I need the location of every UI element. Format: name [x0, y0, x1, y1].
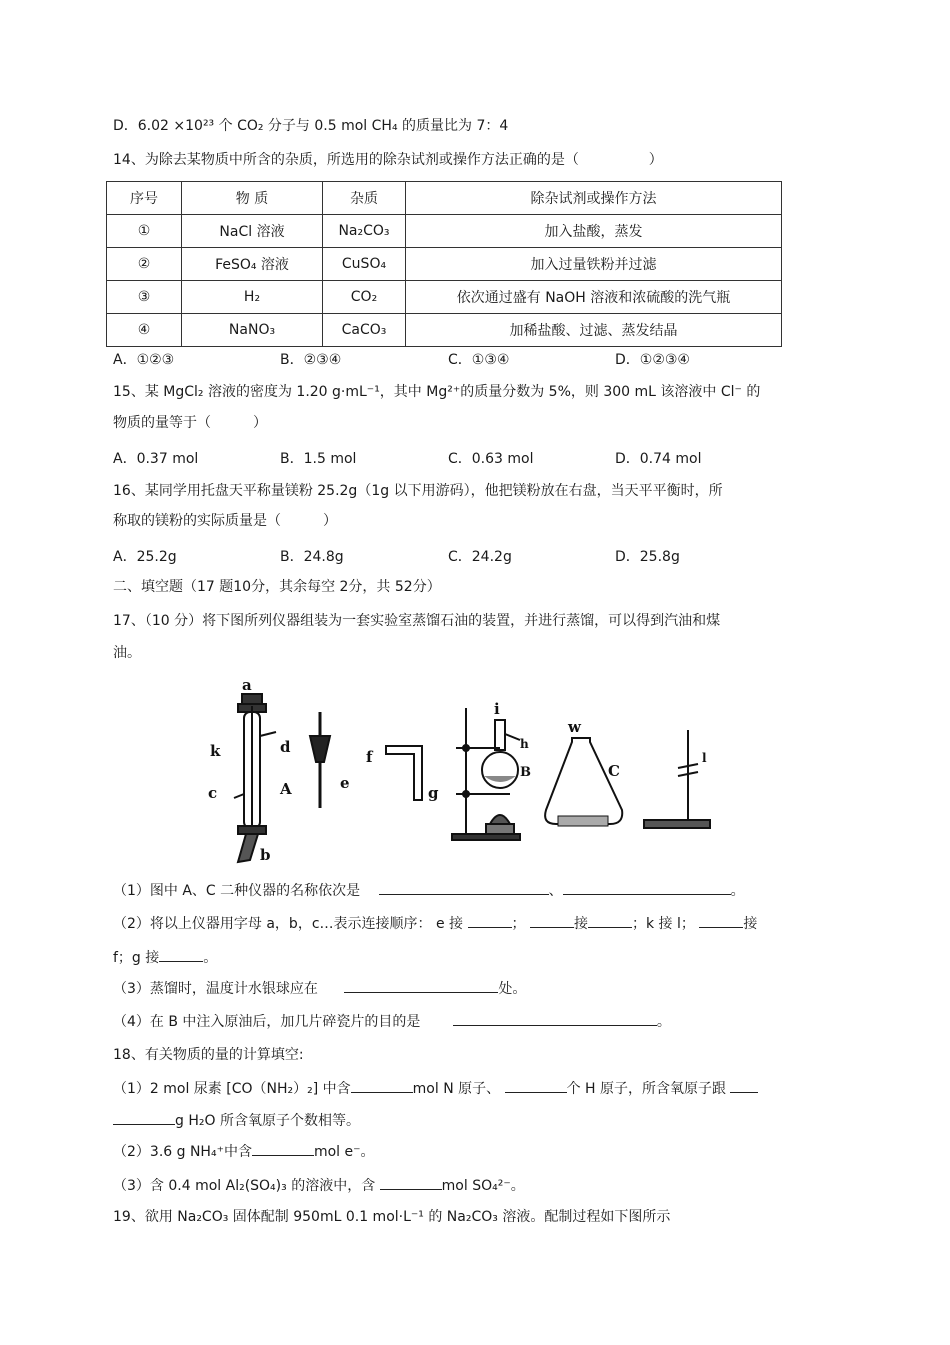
q14-option-d: D．①②③④ [615, 352, 690, 368]
table-header: 除杂试剂或操作方法 [406, 182, 782, 215]
answer-blank[interactable] [563, 880, 731, 895]
table-cell: CaCO₃ [323, 314, 406, 347]
q17-p2-k: ；k 接 l； [631, 916, 695, 932]
q19-stem: 19、欲用 Na₂CO₃ 固体配制 950mL 0.1 mol·L⁻¹ 的 Na₂CO₃ 溶液。配制过程如下图所示 [113, 1209, 671, 1225]
answer-blank[interactable] [344, 978, 498, 993]
table-cell: FeSO₄ 溶液 [182, 248, 323, 281]
q18-p1c: 个 H 原子，所含氧原子跟 [566, 1081, 727, 1097]
table-cell: ③ [107, 281, 182, 314]
q17-p2-jie: 接 [573, 916, 588, 932]
q18-p2a: （2）3.6 g NH₄⁺中含 [113, 1144, 252, 1160]
q17-p2-f: f；g 接 [113, 950, 160, 966]
answer-blank[interactable] [505, 1078, 567, 1093]
answer-blank[interactable] [699, 913, 743, 928]
q17-part3 [113, 978, 526, 999]
diagram-label: a [242, 676, 252, 694]
diagram-label: i [494, 700, 500, 718]
answer-blank[interactable] [468, 913, 512, 928]
diagram-label: e [340, 774, 350, 792]
conical-flask-drawing [545, 718, 622, 826]
diagram-label: h [520, 737, 529, 751]
diagram-label: k [210, 742, 221, 760]
answer-blank[interactable] [351, 1078, 413, 1093]
q14-option-c: C．①③④ [448, 352, 510, 368]
q15-line1: 15、某 MgCl₂ 溶液的密度为 1.20 g·mL⁻¹，其中 Mg²⁺的质量分数为 5%，则 300 mL 该溶液中 Cl⁻ 的 [113, 384, 761, 400]
table-cell: ④ [107, 314, 182, 347]
q17-p1-end: 。 [730, 883, 745, 899]
diagram-label: B [520, 765, 531, 780]
q14-option-a: A．①②③ [113, 352, 175, 368]
q16-option-a: A．25.2g [113, 549, 177, 565]
table-cell: NaCl 溶液 [182, 215, 323, 248]
q14-option-b: B．②③④ [280, 352, 342, 368]
table-cell: 加稀盐酸、过滤、蒸发结晶 [406, 314, 782, 347]
table-row [107, 314, 782, 347]
q16-line2: 称取的镁粉的实际质量是（ ） [113, 513, 337, 529]
q18-stem: 18、有关物质的量的计算填空: [113, 1047, 304, 1063]
q17-p1-sep: 、 [548, 883, 563, 899]
answer-blank[interactable] [453, 1011, 657, 1026]
q18-p3a: （3）含 0.4 mol Al₂(SO₄)₃ 的溶液中，含 [113, 1178, 376, 1194]
table-row [107, 281, 782, 314]
table-header-row [107, 182, 782, 215]
q14-stem: 14、为除去某物质中所含的杂质，所选用的除杂试剂或操作方法正确的是（ ） [113, 152, 663, 168]
table-cell: NaNO₃ [182, 314, 323, 347]
section-2-heading: 二、填空题（17 题10分，其余每空 2分，共 52分） [113, 579, 441, 595]
table-cell: H₂ [182, 281, 323, 314]
answer-blank[interactable] [252, 1141, 314, 1156]
answer-blank[interactable] [588, 913, 632, 928]
q15-option-d: D．0.74 mol [615, 451, 702, 467]
q18-part1-cont [113, 1110, 360, 1131]
table-cell: ② [107, 248, 182, 281]
q17-p3-end: 处。 [498, 981, 527, 997]
q17-p4-text: （4）在 B 中注入原油后，加几片碎瓷片的目的是 [113, 1014, 421, 1030]
answer-blank[interactable] [113, 1110, 175, 1125]
q16-option-b: B．24.8g [280, 549, 344, 565]
adapter-drawing [310, 712, 350, 808]
diagram-label: d [280, 738, 291, 756]
q15-line2: 物质的量等于（ ） [113, 415, 267, 431]
table-header: 物 质 [182, 182, 323, 215]
table-cell: 加入过量铁粉并过滤 [406, 248, 782, 281]
q17-p2-text: （2）将以上仪器用字母 a，b，c…表示连接顺序： e 接 [113, 916, 464, 932]
q18-p1a: （1）2 mol 尿素 [CO（NH₂）₂] 中含 [113, 1081, 351, 1097]
table-cell: 加入盐酸，蒸发 [406, 215, 782, 248]
answer-blank[interactable] [159, 947, 203, 962]
q16-line1: 16、某同学用托盘天平称量镁粉 25.2g（1g 以下用游码），他把镁粉放在右盘，当天平平衡时，所 [113, 483, 723, 499]
diagram-label: C [608, 762, 620, 780]
table-cell: Na₂CO₃ [323, 215, 406, 248]
diagram-label: c [208, 784, 218, 802]
q17-p2-semi: ； [511, 916, 526, 932]
table-row [107, 215, 782, 248]
q18-p1b: mol N 原子、 [412, 1081, 501, 1097]
diagram-label: g [428, 784, 439, 802]
q17-part2 [113, 913, 757, 934]
q16-option-c: C．24.2g [448, 549, 512, 565]
q15-option-b: B．1.5 mol [280, 451, 357, 467]
table-header: 杂质 [323, 182, 406, 215]
table-cell: CuSO₄ [323, 248, 406, 281]
q17-p4-end: 。 [656, 1014, 671, 1030]
q14-table [106, 181, 782, 347]
diagram-label: f [366, 748, 373, 766]
q17-part4 [113, 1011, 671, 1032]
q18-part1 [113, 1078, 758, 1099]
q15-option-a: A．0.37 mol [113, 451, 199, 467]
table-cell: CO₂ [323, 281, 406, 314]
q18-part3 [113, 1175, 525, 1196]
table-header: 序号 [107, 182, 182, 215]
q16-option-d: D．25.8g [615, 549, 680, 565]
diagram-label: w [568, 718, 581, 736]
iron-stand-drawing [644, 730, 710, 828]
q17-line1: 17、（10 分）将下图所列仪器组装为一套实验室蒸馏石油的装置，并进行蒸馏，可以得到汽油和煤 [113, 613, 721, 629]
q17-p2-end: 。 [203, 950, 218, 966]
q17-p2-jie2: 接 [743, 916, 758, 932]
distillation-flask-drawing [452, 700, 531, 840]
answer-blank[interactable] [379, 880, 549, 895]
answer-blank[interactable] [380, 1175, 442, 1190]
answer-blank[interactable] [530, 913, 574, 928]
q13-option-d: D．6.02 ×10²³ 个 CO₂ 分子与 0.5 mol CH₄ 的质量比为 7：4 [113, 118, 509, 134]
table-row [107, 248, 782, 281]
diagram-label: l [702, 751, 707, 765]
q18-p3b: mol SO₄²⁻。 [441, 1178, 525, 1194]
diagram-label: b [260, 846, 271, 864]
diagram-label: A [280, 780, 292, 798]
q17-part2-cont [113, 947, 217, 968]
q18-p1d: g H₂O 所含氧原子个数相等。 [175, 1113, 360, 1129]
distillation-apparatus-diagram [200, 676, 720, 866]
q15-option-c: C．0.63 mol [448, 451, 534, 467]
q17-line2: 油。 [113, 645, 141, 661]
bent-tube-drawing [366, 746, 439, 802]
q17-part1 [113, 880, 745, 901]
q18-part2 [113, 1141, 375, 1162]
q17-p1-text: （1）图中 A、C 二种仪器的名称依次是 [113, 883, 361, 899]
q17-p3-text: （3）蒸馏时，温度计水银球应在 [113, 981, 318, 997]
table-cell: 依次通过盛有 NaOH 溶液和浓硫酸的洗气瓶 [406, 281, 782, 314]
q18-p2b: mol e⁻。 [313, 1144, 375, 1160]
table-cell: ① [107, 215, 182, 248]
condenser-drawing [208, 676, 292, 864]
answer-blank[interactable] [730, 1078, 758, 1093]
